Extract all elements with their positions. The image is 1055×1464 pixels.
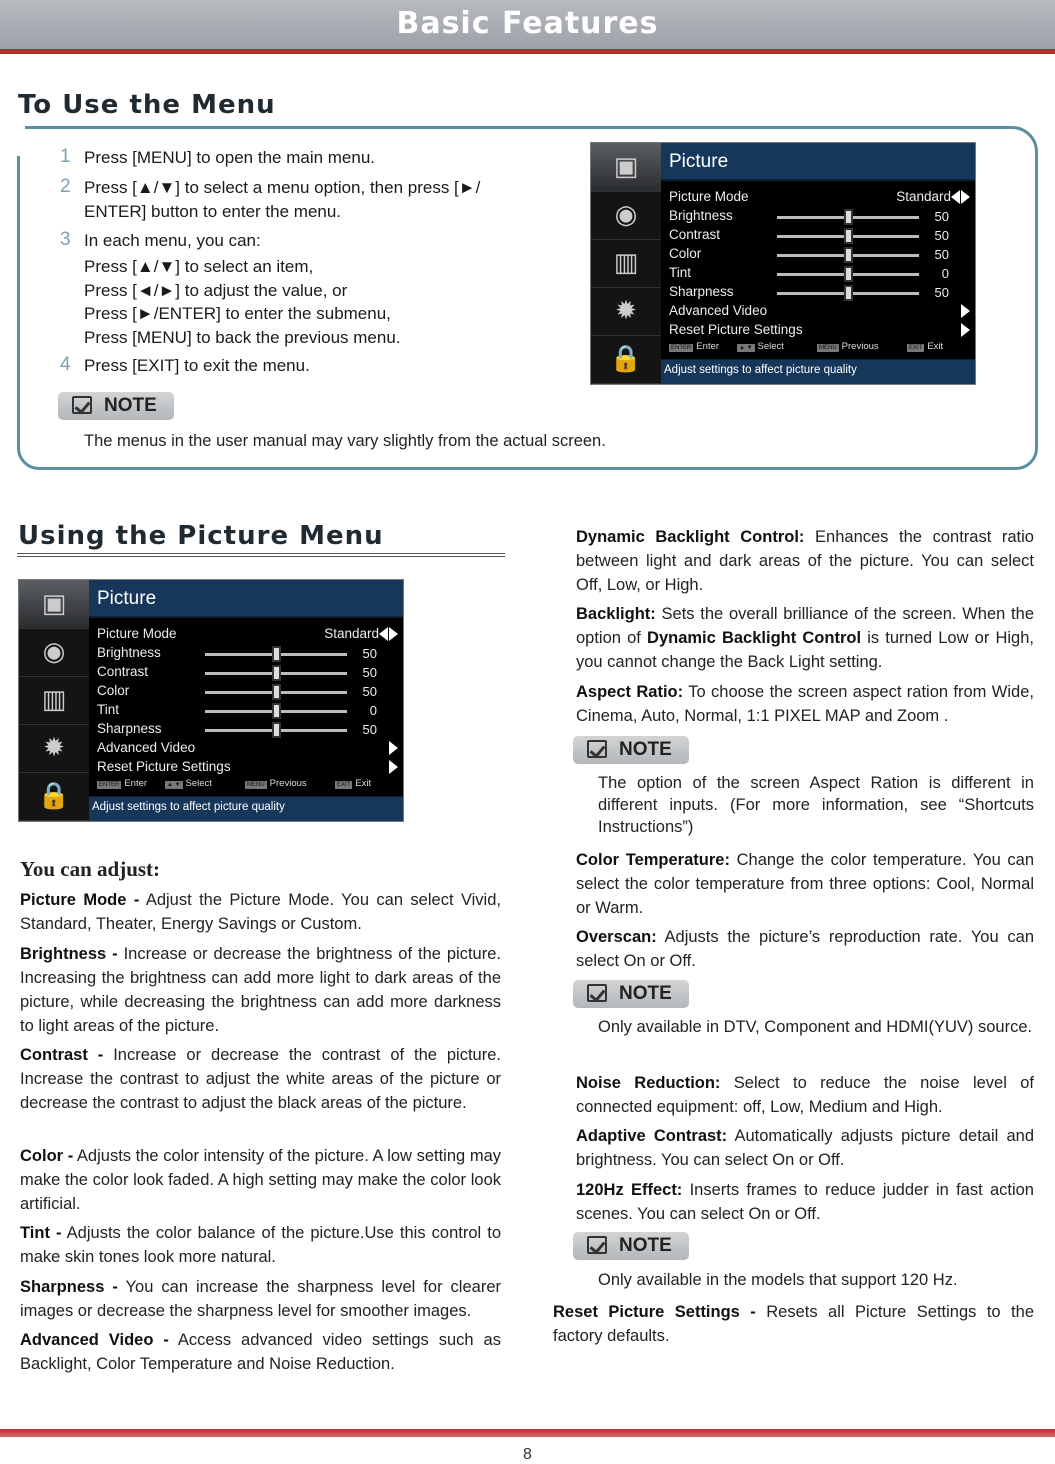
step-3-line: Press [MENU] to back the previous menu. [84,328,401,347]
adjust-paragraph: Sharpness - You can increase the sharpness level for clearer images or decrease the sharpness level for smoother images. [20,1278,501,1320]
para-120hz: 120Hz Effect: Inserts frames to reduce judder in fast action scenes. You can select On or Off. [576,1181,1034,1223]
menu-footer-hint: Adjust settings to affect picture quality [661,360,975,384]
step-number: 4 [60,354,71,375]
step-number: 2 [60,176,71,197]
submenu-arrow-icon[interactable] [389,741,398,755]
legend-item: MENU Previous [819,341,879,352]
adjust-paragraph: Brightness - Increase or decrease the brightness of the picture. Increasing the brightness can add more light to dark areas of the picture, while decreasing the brightness can add more darkness to light areas of the picture. [20,945,501,1035]
slider-knob[interactable] [272,684,281,700]
menu-title: Picture [89,580,403,616]
picture-mode-value: Standard [896,189,951,204]
menu-icon-column [591,143,661,384]
menu-item-picture-mode[interactable]: Picture Mode [97,626,177,641]
legend-item: MENU Previous [247,778,307,789]
menu-item-advanced-video[interactable]: Advanced Video [97,740,196,755]
tint-value: 0 [369,703,377,718]
menu-item-sharpness[interactable]: Sharpness [669,284,734,299]
lock-icon[interactable]: 🔒 [591,335,661,384]
menu-item-reset-picture[interactable]: Reset Picture Settings [669,322,803,337]
page-header-title: Basic Features [396,6,659,41]
step-number: 1 [60,146,71,167]
menu-item-color[interactable]: Color [669,246,702,261]
note-overscan-text: Only available in DTV, Component and HDMI(YUV) source. [598,1018,1033,1036]
contrast-value: 50 [362,665,377,680]
color-value: 50 [362,684,377,699]
note-120hz-text: Only available in the models that support 120 Hz. [598,1271,958,1289]
legend-item: ENTER Enter [671,341,720,352]
adjust-paragraph: Contrast - Increase or decrease the contrast of the picture. Increase the contrast to adjust the white areas of the picture or decrease the contrast to adjust the black areas of the picture. [20,1046,501,1112]
picture-menu-screenshot [590,142,976,385]
note-label: NOTE [619,739,672,760]
submenu-arrow-icon[interactable] [389,760,398,774]
menu-title: Picture [661,143,975,179]
checkbox-icon [587,740,607,758]
step-3-line: Press [▲/▼] to select an item, [84,257,314,276]
settings-gear-icon[interactable]: ✹ [591,287,661,336]
section-title-use-menu: To Use the Menu [18,90,276,120]
legend-item: EXIT Exit [337,778,372,789]
audio-icon[interactable]: ◉ [19,628,89,677]
step-2-line: ENTER] button to enter the menu. [84,202,342,221]
picture-icon[interactable]: ▣ [591,143,661,192]
arrow-right-icon[interactable] [389,627,398,641]
contrast-value: 50 [934,228,949,243]
step-3-line: Press [◄/►] to adjust the value, or [84,281,348,300]
picture-menu-screenshot [18,579,404,822]
channel-icon[interactable]: ▥ [19,676,89,725]
note-label: NOTE [619,1235,672,1256]
arrow-left-icon[interactable] [951,190,960,204]
menu-item-reset-picture[interactable]: Reset Picture Settings [97,759,231,774]
sharpness-value: 50 [934,285,949,300]
arrow-left-icon[interactable] [379,627,388,641]
para-overscan: Overscan: Adjusts the picture’s reproduction rate. You can select On or Off. [576,928,1034,970]
step-number: 3 [60,229,71,250]
header-red-bar [0,49,1055,54]
sharpness-slider[interactable] [205,729,347,732]
brightness-slider[interactable] [205,653,347,656]
sharpness-slider[interactable] [777,292,919,295]
menu-body [661,181,975,359]
color-slider[interactable] [777,254,919,257]
menu-item-sharpness[interactable]: Sharpness [97,721,162,736]
slider-knob[interactable] [272,665,281,681]
step-3-line: In each menu, you can: [84,231,261,250]
adjust-paragraph: Tint - Adjusts the color balance of the picture.Use this control to make skin tones look more natural. [20,1224,501,1266]
legend-item: ▲ ▼ Select [739,341,784,352]
para-color-temperature: Color Temperature: Change the color temperature. You can select the color temperature from three options: Cool, Normal or Warm. [576,851,1035,917]
checkbox-icon [587,984,607,1002]
picture-icon[interactable]: ▣ [19,580,89,629]
slider-knob[interactable] [272,722,281,738]
slider-knob[interactable] [844,209,853,225]
slider-knob[interactable] [844,247,853,263]
menu-item-contrast[interactable]: Contrast [97,664,149,679]
menu-item-color[interactable]: Color [97,683,130,698]
note-label: NOTE [104,395,157,416]
slider-knob[interactable] [844,266,853,282]
picture-mode-value: Standard [324,626,379,641]
adjust-heading: You can adjust: [20,857,161,881]
checkbox-icon [72,396,92,414]
brightness-value: 50 [934,209,949,224]
para-backlight: Backlight: Sets the overall brilliance of the screen. When the option of Dynamic Backlight Control is turned Low or High, you cannot change the Back Light setting. [576,605,1034,671]
settings-gear-icon[interactable]: ✹ [19,724,89,773]
menu-item-contrast[interactable]: Contrast [669,227,721,242]
tint-slider[interactable] [777,273,919,276]
channel-icon[interactable]: ▥ [591,239,661,288]
submenu-arrow-icon[interactable] [961,323,970,337]
menu-item-advanced-video[interactable]: Advanced Video [669,303,768,318]
adjust-paragraph: Color - Adjusts the color intensity of the picture. A low setting may make the color look faded. A high setting may make the color look artificial. [20,1147,501,1213]
color-value: 50 [934,247,949,262]
page-number: 8 [523,1446,532,1463]
menu-item-picture-mode[interactable]: Picture Mode [669,189,749,204]
note-badge [573,736,689,764]
slider-knob[interactable] [844,285,853,301]
para-dynamic-backlight: Dynamic Backlight Control: Enhances the contrast ratio between light and dark areas of the picture. You can select Off, Low, or High. [576,528,1034,594]
note-badge [58,392,174,420]
menu-item-tint[interactable]: Tint [669,265,692,280]
contrast-slider[interactable] [205,672,347,675]
note-aspect-text: The option of the screen Aspect Ration is different in different inputs. (For more information, see “Shortcuts Instructions”) [598,774,1034,836]
submenu-arrow-icon[interactable] [961,304,970,318]
menu-footer-hint: Adjust settings to affect picture quality [89,797,403,821]
legend-item: ▲ ▼ Select [167,778,212,789]
menu-icon-column [19,580,89,821]
menu-body [89,618,403,796]
note-badge [573,1232,689,1260]
legend-item: ENTER Enter [99,778,148,789]
adjust-paragraph: Advanced Video - Access advanced video settings such as Backlight, Color Temperature and Noise Reduction. [20,1331,501,1373]
para-noise-reduction: Noise Reduction: Select to reduce the noise level of connected equipment: off, Low, Medium and High. [576,1074,1034,1116]
para-reset-settings: Reset Picture Settings - Resets all Picture Settings to the factory defaults. [553,1303,1034,1345]
slider-knob[interactable] [844,228,853,244]
note-label: NOTE [619,983,672,1004]
sharpness-value: 50 [362,722,377,737]
brightness-slider[interactable] [777,216,919,219]
arrow-right-icon[interactable] [961,190,970,204]
footer-bar [0,1429,1055,1437]
lock-icon[interactable]: 🔒 [19,772,89,821]
step-3-line: Press [►/ENTER] to enter the submenu, [84,304,391,323]
legend-item: EXIT Exit [909,341,944,352]
contrast-slider[interactable] [777,235,919,238]
checkbox-icon [587,1236,607,1254]
audio-icon[interactable]: ◉ [591,191,661,240]
note-text: The menus in the user manual may vary slightly from the actual screen. [84,432,606,450]
para-adaptive-contrast: Adaptive Contrast: Automatically adjusts picture detail and brightness. You can select On or Off. [576,1127,1034,1169]
step-2-line: Press [▲/▼] to select a menu option, then press [►/ [84,178,481,197]
step-4-line: Press [EXIT] to exit the menu. [84,356,310,375]
page-header [0,0,1055,54]
step-1-line: Press [MENU] to open the main menu. [84,148,376,167]
tint-value: 0 [941,266,949,281]
menu-item-brightness[interactable]: Brightness [97,645,161,660]
adjust-paragraph: Picture Mode - Adjust the Picture Mode. You can select Vivid, Standard, Theater, Energy Savings or Custom. [20,891,501,933]
tint-slider[interactable] [205,710,347,713]
color-slider[interactable] [205,691,347,694]
brightness-value: 50 [362,646,377,661]
slider-knob[interactable] [272,646,281,662]
para-aspect-ratio: Aspect Ratio: To choose the screen aspect ration from Wide, Cinema, Auto, Normal, 1:1 PIXEL MAP and Zoom . [576,683,1034,725]
section-title-picture-menu: Using the Picture Menu [18,521,384,551]
menu-item-tint[interactable]: Tint [97,702,120,717]
section-rule [17,553,505,557]
menu-item-brightness[interactable]: Brightness [669,208,733,223]
note-badge [573,980,689,1008]
slider-knob[interactable] [272,703,281,719]
